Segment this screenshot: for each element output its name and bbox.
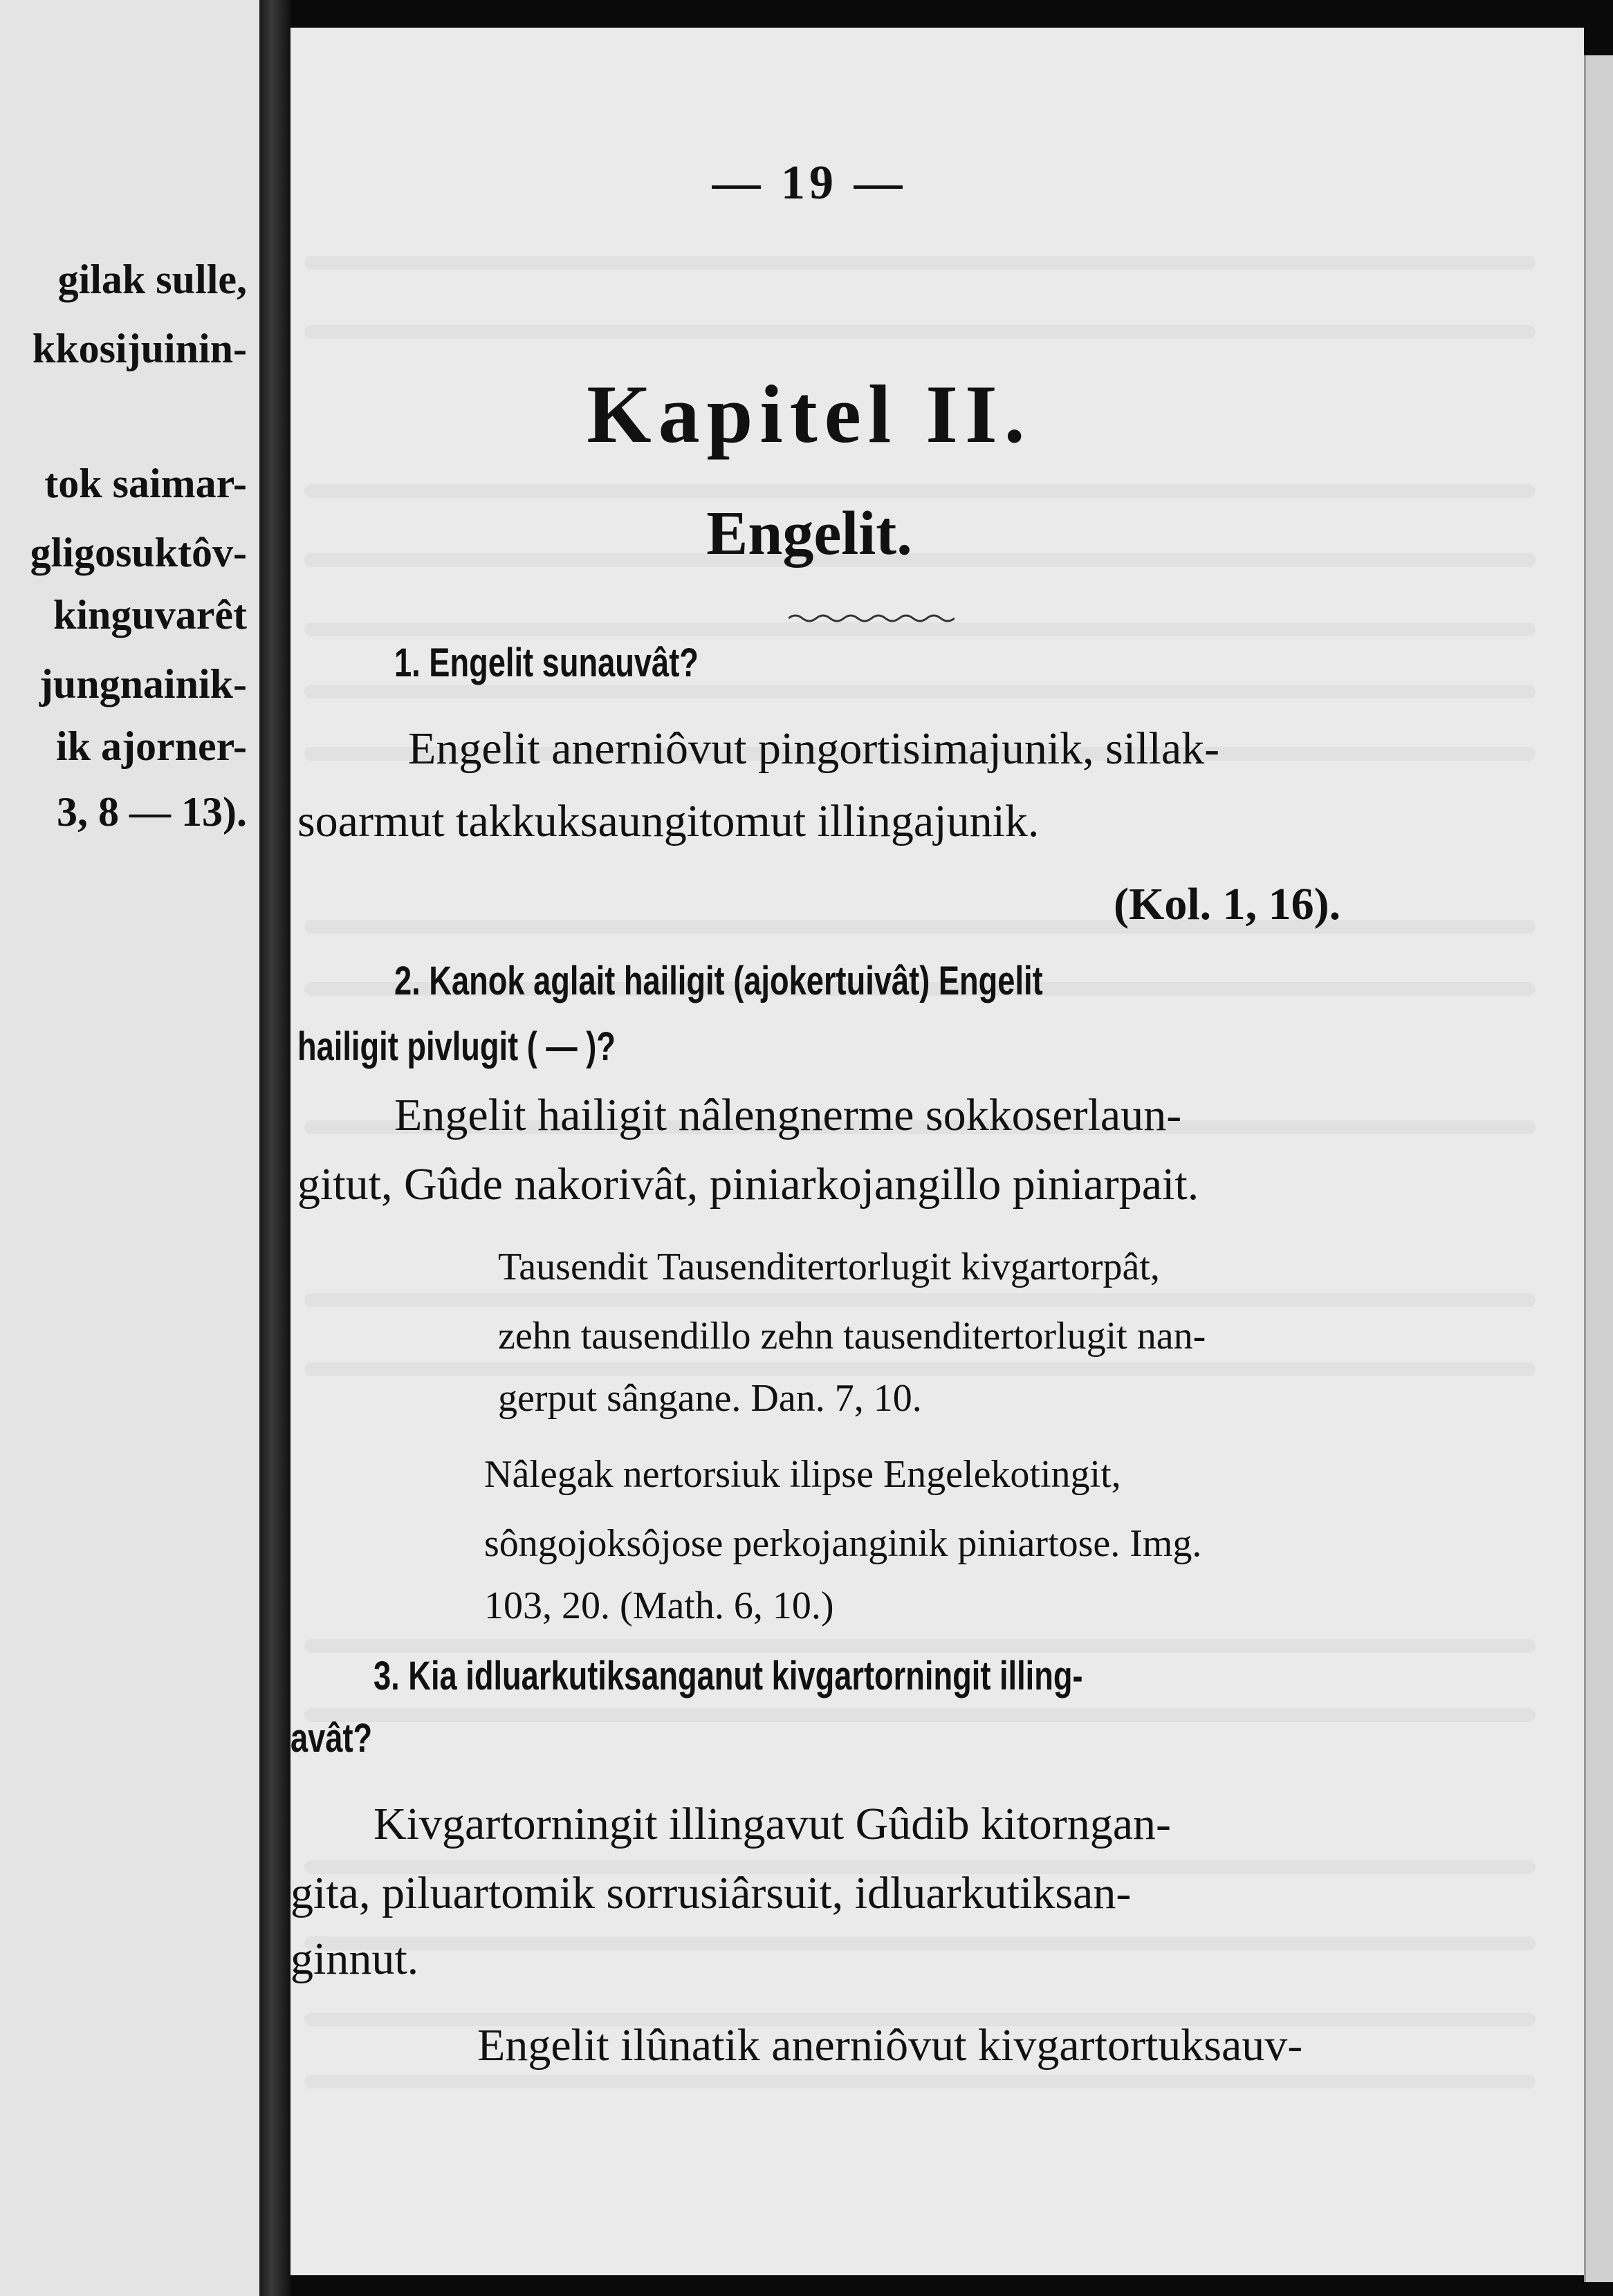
question-3-line: 3. Kia idluarkutiksanganut kivgartorningit illing- [374, 1654, 1083, 1698]
document-page [291, 28, 1584, 2275]
answer-1-line: Engelit anerniôvut pingortisimajunik, sillak- [408, 723, 1220, 774]
left-page-line: gligosuktôv- [30, 530, 247, 575]
answer-2-line: Engelit hailigit nâlengnerme sokkoserlaun- [394, 1090, 1182, 1140]
scripture-quote-2-line: Nâlegak nertorsiuk ilipse Engelekotingit, [484, 1453, 1121, 1496]
scripture-quote-1-line: zehn tausendillo zehn tausenditertorlugit nan- [498, 1315, 1206, 1358]
ornament-divider [789, 612, 955, 624]
question-1: 1. Engelit sunauvât? [394, 640, 699, 685]
show-through-texture [291, 28, 1584, 2275]
scripture-quote-2-line: sôngojoksôjose perkojanginik piniartose. Img. [484, 1522, 1202, 1565]
left-page-line: kkosijuinin- [32, 326, 247, 371]
left-facing-page [0, 0, 259, 2296]
answer-3-line: gita, piluartomik sorrusiârsuit, idluarkutiksan- [291, 1868, 1132, 1918]
scripture-quote-1-line: Tausendit Tausenditertorlugit kivgartorpât, [498, 1246, 1160, 1288]
left-page-line: 3, 8 — 13). [57, 789, 247, 835]
left-page-line: jungnainik- [39, 661, 247, 707]
page-edge [1584, 55, 1613, 2282]
reference-kol: (Kol. 1, 16). [1114, 879, 1341, 929]
left-page-line: tok saimar- [44, 461, 247, 506]
question-2-line: 2. Kanok aglait hailigit (ajokertuivât) Engelit [394, 959, 1043, 1003]
left-page-line: gilak sulle, [57, 257, 247, 302]
chapter-subtitle: Engelit. [706, 499, 912, 568]
page-number: — 19 — [712, 156, 907, 210]
answer-3-line: ginnut. [291, 1934, 419, 1984]
scripture-quote-1-line: gerput sângane. Dan. 7, 10. [498, 1377, 922, 1420]
question-2-line: hailigit pivlugit ( — )? [297, 1024, 616, 1069]
answer-3-line: Kivgartorningit illingavut Gûdib kitorngan- [374, 1799, 1172, 1849]
question-3-line: avât? [291, 1716, 373, 1761]
answer-1-line: soarmut takkuksaungitomut illingajunik. [297, 796, 1040, 846]
left-page-line: kinguvarêt [53, 592, 247, 638]
left-page-line: ik ajorner- [55, 723, 247, 769]
answer-2-line: gitut, Gûde nakorivât, piniarkojangillo piniarpait. [297, 1159, 1199, 1210]
scripture-quote-2-line: 103, 20. (Math. 6, 10.) [484, 1584, 834, 1627]
book-gutter [259, 0, 291, 2296]
chapter-title: Kapitel II. [587, 368, 1032, 460]
answer-4-line: Engelit ilûnatik anerniôvut kivgartortuksauv- [477, 2020, 1303, 2071]
